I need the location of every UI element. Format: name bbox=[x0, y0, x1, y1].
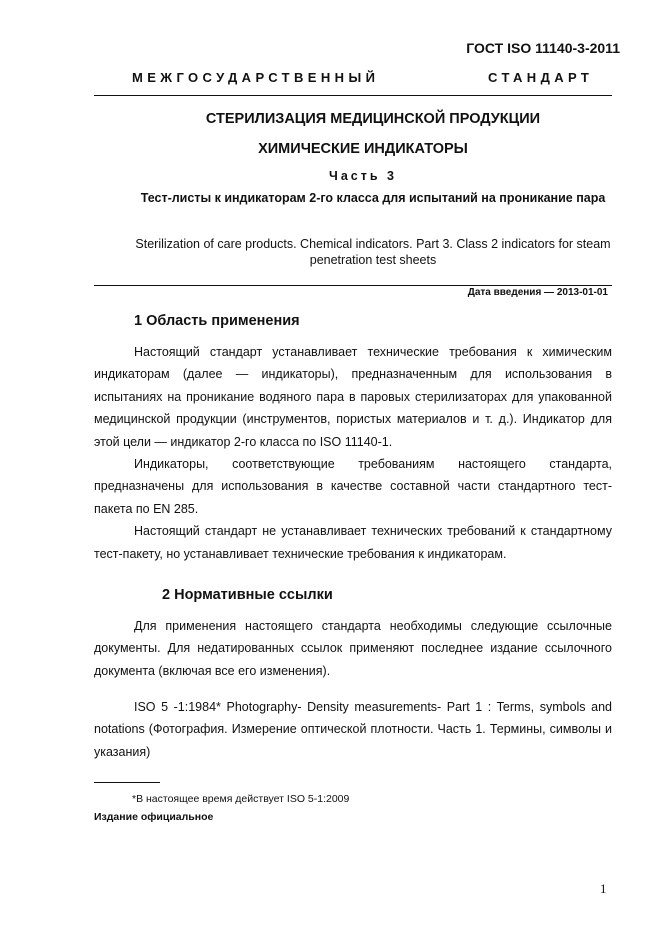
page-number: 1 bbox=[600, 881, 607, 896]
title-line-2: ХИМИЧЕСКИЕ ИНДИКАТОРЫ bbox=[258, 141, 468, 157]
standard-label: СТАНДАРТ bbox=[488, 70, 594, 85]
header-rule bbox=[94, 95, 612, 96]
interstate-label: МЕЖГОСУДАРСТВЕННЫЙ bbox=[132, 70, 380, 85]
introduction-date: Дата введения — 2013-01-01 bbox=[467, 287, 608, 298]
paragraph: Настоящий стандарт не устанавливает технических требований к стандартному тест-пакету, но устанавливает технические требования к индикаторам. bbox=[94, 524, 612, 561]
reference-entry bbox=[94, 696, 612, 763]
part-label: Часть 3 bbox=[329, 169, 397, 183]
paragraph: Для применения настоящего стандарта необходимы следующие ссылочные документы. Для недатированных ссылок применяют последнее издание ссылочного документа (включая все его изменения). bbox=[94, 619, 612, 678]
edition-label: Издание официальное bbox=[94, 811, 214, 823]
paragraph: ISO 5 -1:1984* Photography- Density measurements- Part 1 : Terms, symbols and notations (Фотография. Измерение оптической плотности. Часть 1. Термины, символы и указания) bbox=[94, 700, 612, 759]
paragraph: Настоящий стандарт устанавливает технические требования к химическим индикаторам (далее — индикаторы), предназначенным для использования в испытаниях на проникание водяного пара в паровых стерилизаторах для упакованной медицинской продукции (инструментов, пористых материалов и т. д.). Индикатор для этой цели — индикатор 2-го класса по ISO 11140-1. bbox=[94, 345, 612, 449]
title-line-1: СТЕРИЛИЗАЦИЯ МЕДИЦИНСКОЙ ПРОДУКЦИИ bbox=[205, 111, 541, 127]
subtitle: Тест-листы к индикаторам 2-го класса для испытаний на проникание пара bbox=[140, 191, 606, 205]
standard-number: ГОСТ ISO 11140-3-2011 bbox=[466, 40, 620, 56]
title-rule bbox=[94, 285, 612, 286]
section-1-body bbox=[94, 341, 612, 565]
section-1-heading: 1 Область применения bbox=[134, 313, 300, 329]
paragraph: Индикаторы, соответствующие требованиям настоящего стандарта, предназначены для использования в качестве составной части стандартного тест-пакета по EN 285. bbox=[94, 457, 612, 516]
footnote-rule bbox=[94, 782, 160, 783]
section-2-body bbox=[94, 615, 612, 682]
footnote: *В настоящее время действует ISO 5-1:2009 bbox=[132, 793, 350, 805]
english-title: Sterilization of care products. Chemical indicators. Part 3. Class 2 indicators for steam penetration test sheets bbox=[135, 237, 611, 267]
section-2-heading: 2 Нормативные ссылки bbox=[162, 587, 333, 603]
